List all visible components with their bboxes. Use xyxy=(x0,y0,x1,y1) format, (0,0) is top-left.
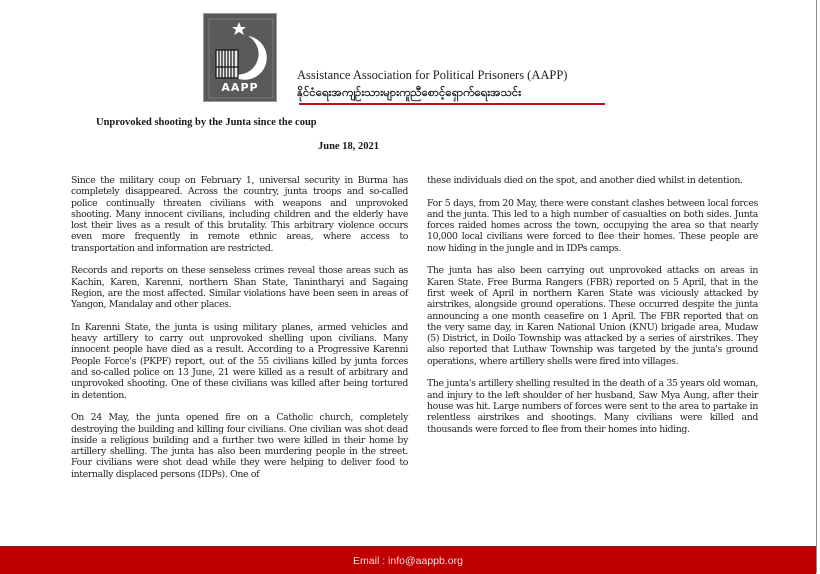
left-column xyxy=(71,175,408,491)
paragraph: The junta's artillery shelling resulted in the death of a 35 years old woman, and injury to the left shoulder of her husband, Saw Mya Aung, after their house was hit. Large numbers of forces were sent to the area to partake in relentless airstrikes and shootings. Many civilians were killed and thousands were forced to flee from their homes into hiding. xyxy=(427,378,758,435)
right-column xyxy=(427,175,758,446)
footer-email-link[interactable]: Email : info@aappb.org xyxy=(353,554,463,567)
paragraph: these individuals died on the spot, and another died whilst in detention. xyxy=(427,175,743,186)
document-title: Unprovoked shooting by the Junta since the coup xyxy=(96,117,317,128)
organization-name: Assistance Association for Political Prisoners (AAPP) xyxy=(297,68,568,82)
document-date: June 18, 2021 xyxy=(318,141,379,152)
aapp-logo xyxy=(203,13,277,102)
paragraph: The junta has also been carrying out unprovoked attacks on areas in Karen State. Free Burma Rangers (FBR) reported on 5 April, that in the first week of April in northern Karen State was viciously attacked by airstrikes, alongside ground operations. These occurred despite the junta announcing a one month ceasefire on 1 April. The FBR reported that on the very same day, in Karen National Union (KNU) brigade area, Mudaw (5) District, in Doilo Township was attacked by a series of airstrikes. They also reported that Luthaw Township was targeted by the junta's ground operations, where artillery shells were fired into villages. xyxy=(427,265,758,367)
page-edge xyxy=(816,0,817,573)
organization-name-burmese: နိုင်ငံရေးအကျဉ်းသားများကူညီစောင့်ရှောက်ရေးအသင်း xyxy=(297,85,522,99)
paragraph: In Karenni State, the junta is using military planes, armed vehicles and heavy artillery to carry out unprovoked shelling upon civilians. Many innocent people have died as a result. According to a Progressive Karenni People Force's (PKPF) report, out of the 55 civilians killed by junta forces and so-called police on 13 June, 21 were killed as a result of arbitrary and unprovoked shooting. One of these civilians was killed after being tortured in detention. xyxy=(71,321,408,401)
paragraph: Since the military coup on February 1, universal security in Burma has completely disappeared. Across the country, junta troops and so-called police continually threaten civilians with weapons and unprovoked shooting. Many innocent civilians, including children and the elderly have lost their lives as a result of this brutality. This arbitrary violence occurs even more frequently in remote ethnic areas, where access to transportation and information are restricted. xyxy=(71,175,408,254)
header-divider xyxy=(299,103,605,105)
paragraph: Records and reports on these senseless crimes reveal those areas such as Kachin, Karen, Karenni, northern Shan State, Tanintharyi and Sagaing Region, are the most affected. Similar violations have been seen in areas of Yangon, Mandalay and other places. xyxy=(71,265,408,311)
footer-bar xyxy=(0,546,816,574)
paragraph: On 24 May, the junta opened fire on a Catholic church, completely destroying the building and killing four civilians. One civilian was shot dead inside a religious building and a further two were killed in their home by artillery shelling. The junta has also been murdering people in the street. Four civilians were shot dead while they were helping to deliver food to internally displaced persons (IDPs). One of xyxy=(71,412,408,480)
logo-text: AAPP xyxy=(221,81,259,94)
paragraph: For 5 days, from 20 May, there were constant clashes between local forces and the junta. This led to a high number of casualties on both sides. Junta forces raided homes across the town, occupying the area so that nearly 10,000 local civilians were forced to flee their homes. These people are now hiding in the jungle and in IDPs camps. xyxy=(427,197,758,254)
